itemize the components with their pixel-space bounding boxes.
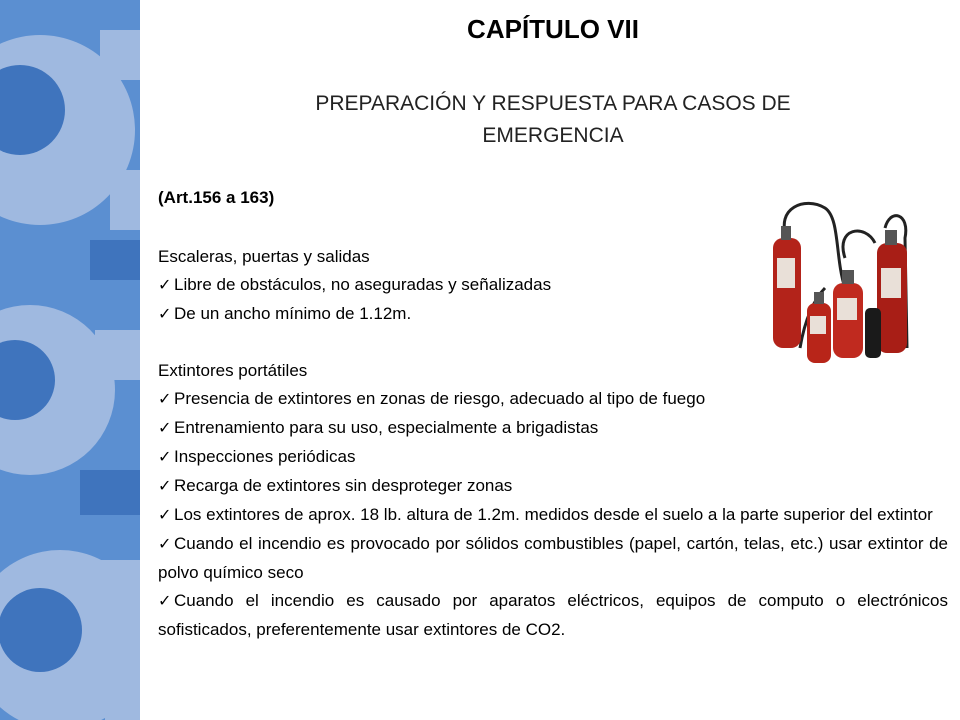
subtitle-line-1: PREPARACIÓN Y RESPUESTA PARA CASOS DE: [315, 92, 791, 115]
slide-subtitle: [158, 88, 948, 152]
fire-extinguishers-image: [765, 198, 915, 368]
articles-reference: (Art.156 a 163): [158, 188, 275, 207]
fire-extinguisher-icon: [765, 198, 915, 368]
checkmark-icon: ✓: [158, 478, 172, 495]
checkmark-icon: ✓: [158, 306, 172, 323]
gear-pattern-icon: [0, 0, 140, 720]
checkmark-icon: ✓: [158, 507, 172, 524]
checkmark-icon: ✓: [158, 449, 172, 466]
list-item: ✓ Los extintores de aprox. 18 lb. altura de 1.2m. medidos desde el suelo a la parte superior del extintor: [158, 501, 948, 530]
extinguishers-section: [158, 357, 948, 644]
checkmark-icon: ✓: [158, 593, 172, 610]
list-item: ✓ Inspecciones periódicas: [158, 443, 948, 472]
list-item: ✓ Presencia de extintores en zonas de riesgo, adecuado al tipo de fuego: [158, 385, 948, 414]
checkmark-icon: ✓: [158, 277, 172, 294]
checkmark-icon: ✓: [158, 536, 172, 553]
slide-title: CAPÍTULO VII: [467, 14, 639, 44]
list-item: ✓ Cuando el incendio es provocado por sólidos combustibles (papel, cartón, telas, etc.) usar extintor de polvo químico seco: [158, 530, 948, 587]
checkmark-icon: ✓: [158, 420, 172, 437]
list-item: ✓ Recarga de extintores sin desproteger zonas: [158, 472, 948, 501]
subtitle-line-2: EMERGENCIA: [482, 124, 624, 147]
list-item: ✓ Entrenamiento para su uso, especialmente a brigadistas: [158, 414, 948, 443]
list-item: ✓ Libre de obstáculos, no aseguradas y señalizadas: [158, 271, 948, 300]
checkmark-icon: ✓: [158, 391, 172, 408]
extinguishers-heading: Extintores portátiles: [158, 361, 308, 380]
decorative-gear-sidebar: [0, 0, 140, 720]
list-item: ✓ Cuando el incendio es causado por aparatos eléctricos, equipos de computo o electrónicos sofisticados, preferentemente usar extintores de CO2.: [158, 587, 948, 644]
list-item: ✓ De un ancho mínimo de 1.12m.: [158, 300, 948, 329]
stairs-heading: Escaleras, puertas y salidas: [158, 247, 370, 266]
